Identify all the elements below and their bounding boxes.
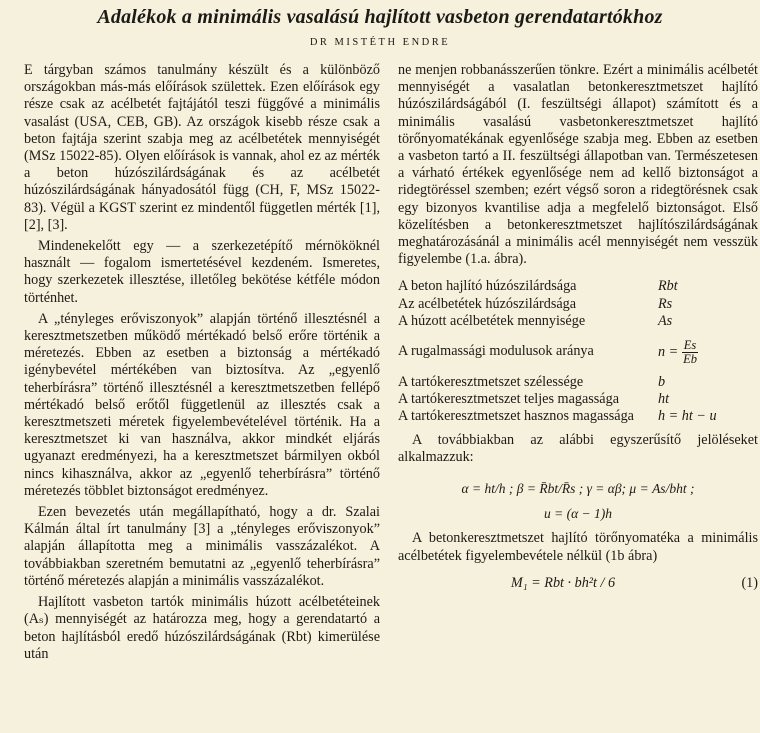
definition-row xyxy=(398,408,758,425)
formula-block xyxy=(398,480,758,522)
definition-row xyxy=(398,330,758,374)
paragraph: Mindenekelőtt egy — a szerkezetépítő mérnököknél használt — fogalom ismertetésével kezdeném. Ismeretes, hogy szerkezetek illesztése, illetőleg bekötése kétféle módon történhet. xyxy=(24,238,380,306)
definition-label: A rugalmassági modulusok aránya xyxy=(398,343,594,360)
paragraph: Ezen bevezetés után megállapítható, hogy a dr. Szalai Kálmán által írt tanulmány [3] a „tényleges erőviszonyok” alapján állapította meg a minimális vasszázalékot. A továbbiakban szeretném bemutatni az „egyenlő teherbírásra” történő méretezés alapján a minimális vasszázalékot. xyxy=(24,504,380,589)
ratio-prefix: n = xyxy=(658,343,679,360)
formula-line: u = (α − 1)h xyxy=(543,506,613,522)
definition-label: A beton hajlító húzószilárdsága xyxy=(398,278,577,295)
definition-label: A tartókeresztmetszet hasznos magassága xyxy=(398,408,634,425)
equation-number: (1) xyxy=(741,574,758,591)
paragraph: E tárgyban számos tanulmány készült és a különböző országokban más-más előírások születtek. Ezen előírások egy része csak az acélbetét fajtájától teszi függővé a minimális vasalást (USA, CEB, GB). Az országok kisebb része csak a beton fajtája szerint szabja meg az acélbetétek mennyiségét (MSz 15022-85). Olyen előírások is vannak, ahol ez az mérték a beton húzószilárdságának és az acélbetét húzószilárdságának hányadosától függ (CH, F, MSz 15022-83). Végül a KGST szerint ez mindentől független mérték [1], [2], [3]. xyxy=(24,62,380,233)
fraction-denominator: Eb xyxy=(683,351,697,366)
paragraph: A betonkeresztmetszet hajlító törőnyomatéka a minimális acélbetétek figyelembevétele nélkül (1b ábra) xyxy=(398,530,758,564)
right-column xyxy=(398,62,758,592)
equation-row xyxy=(398,575,758,592)
definitions-list xyxy=(398,278,758,425)
paragraph: A továbbiakban az alábbi egyszerűsítő jelöléseket alkalmazzuk: xyxy=(398,431,758,465)
definition-row xyxy=(398,296,758,313)
definition-symbol xyxy=(658,339,758,366)
definition-label: Az acélbetétek húzószilárdsága xyxy=(398,295,577,312)
definition-symbol: b xyxy=(658,374,666,391)
ratio-fraction xyxy=(682,339,699,366)
paragraph: Hajlított vasbeton tartók minimális húzott acélbetéteinek (Aₛ) mennyiségét az határozza meg, hogy a gerendatartó a beton hajlításból eredő húzószilárdságának (Rbt) kimerülése után xyxy=(24,594,380,662)
left-column xyxy=(24,62,380,667)
paragraph: A „tényleges erőviszonyok” alapján történő illesztésnél a keresztmetszetben működő mértékadó belső erőre történik a méretezés. Ebben az esetben a biztonság a mértékadó igénybevétel mértékében van biztosítva. Az „egyenlő teherbírásra” történő illesztésnél a keresztmetszetben fellépő mértékadó belső erőtől függetlenül az illesztés csak a keresztmetszeti méretek figyelembevételével történik. Ha a keresztmetszet ki van használva, akkor mindkét eljárás ugyanazt eredményezi, ha a keresztmetszet bármilyen okból nincs kihasználva, akkor az „egyenlő teherbírásra” történő méretezés többlet biztonságot eredményez. xyxy=(24,310,380,499)
definition-label: A húzott acélbetétek mennyisége xyxy=(398,312,586,329)
fraction-numerator: Es xyxy=(683,337,697,352)
definition-label: A tartókeresztmetszet teljes magassága xyxy=(398,391,620,408)
definition-symbol: ht xyxy=(658,391,670,408)
paragraph: ne menjen robbanásszerűen tönkre. Ezért a minimális acélbetét mennyiségét a vasalatlan betonkeresztmetszet hajlító húzószilárdságából (I. feszültségi állapot) számított és a minimális vasalású vasbetonkeresztmetszet hajlító törőnyomatékának egyenlősége szabja meg. Ebben az esetben a vasbeton tartó a II. feszültségi állapotban van. Természetesen a várható értékek egyenlősége nem ad kellő biztonságot a ridegtöréssel szemben; ezért végső soron a ridegtörésnek csak egy bizonyos kvantilise adja a megfelelő biztonságot. Első közelítésben a betonkeresztmetszet hajlítószilárdságának meghatározásánál a minimális acél mennyiségét nem vesszük figyelembe (1.a. ábra). xyxy=(398,62,758,268)
definition-row xyxy=(398,374,758,391)
definition-symbol: Rbt xyxy=(658,278,678,295)
article-title: Adalékok a minimális vasalású hajlított vasbeton gerendatartókhoz xyxy=(97,6,663,28)
definition-symbol: h = ht − u xyxy=(658,408,717,425)
definition-symbol: As xyxy=(658,312,673,329)
definition-row xyxy=(398,278,758,295)
equation: M₁ = Rbt · bh²t / 6 xyxy=(510,574,616,591)
author-name: DR MISTÉTH ENDRE xyxy=(309,37,451,48)
formula-line: α = ht/h ; β = R̄bt/R̄s ; γ = αβ; μ = As/bht ; xyxy=(461,481,695,497)
definition-row xyxy=(398,391,758,408)
definition-label: A tartókeresztmetszet szélessége xyxy=(398,374,584,391)
definition-row xyxy=(398,313,758,330)
definition-symbol: Rs xyxy=(658,295,673,312)
